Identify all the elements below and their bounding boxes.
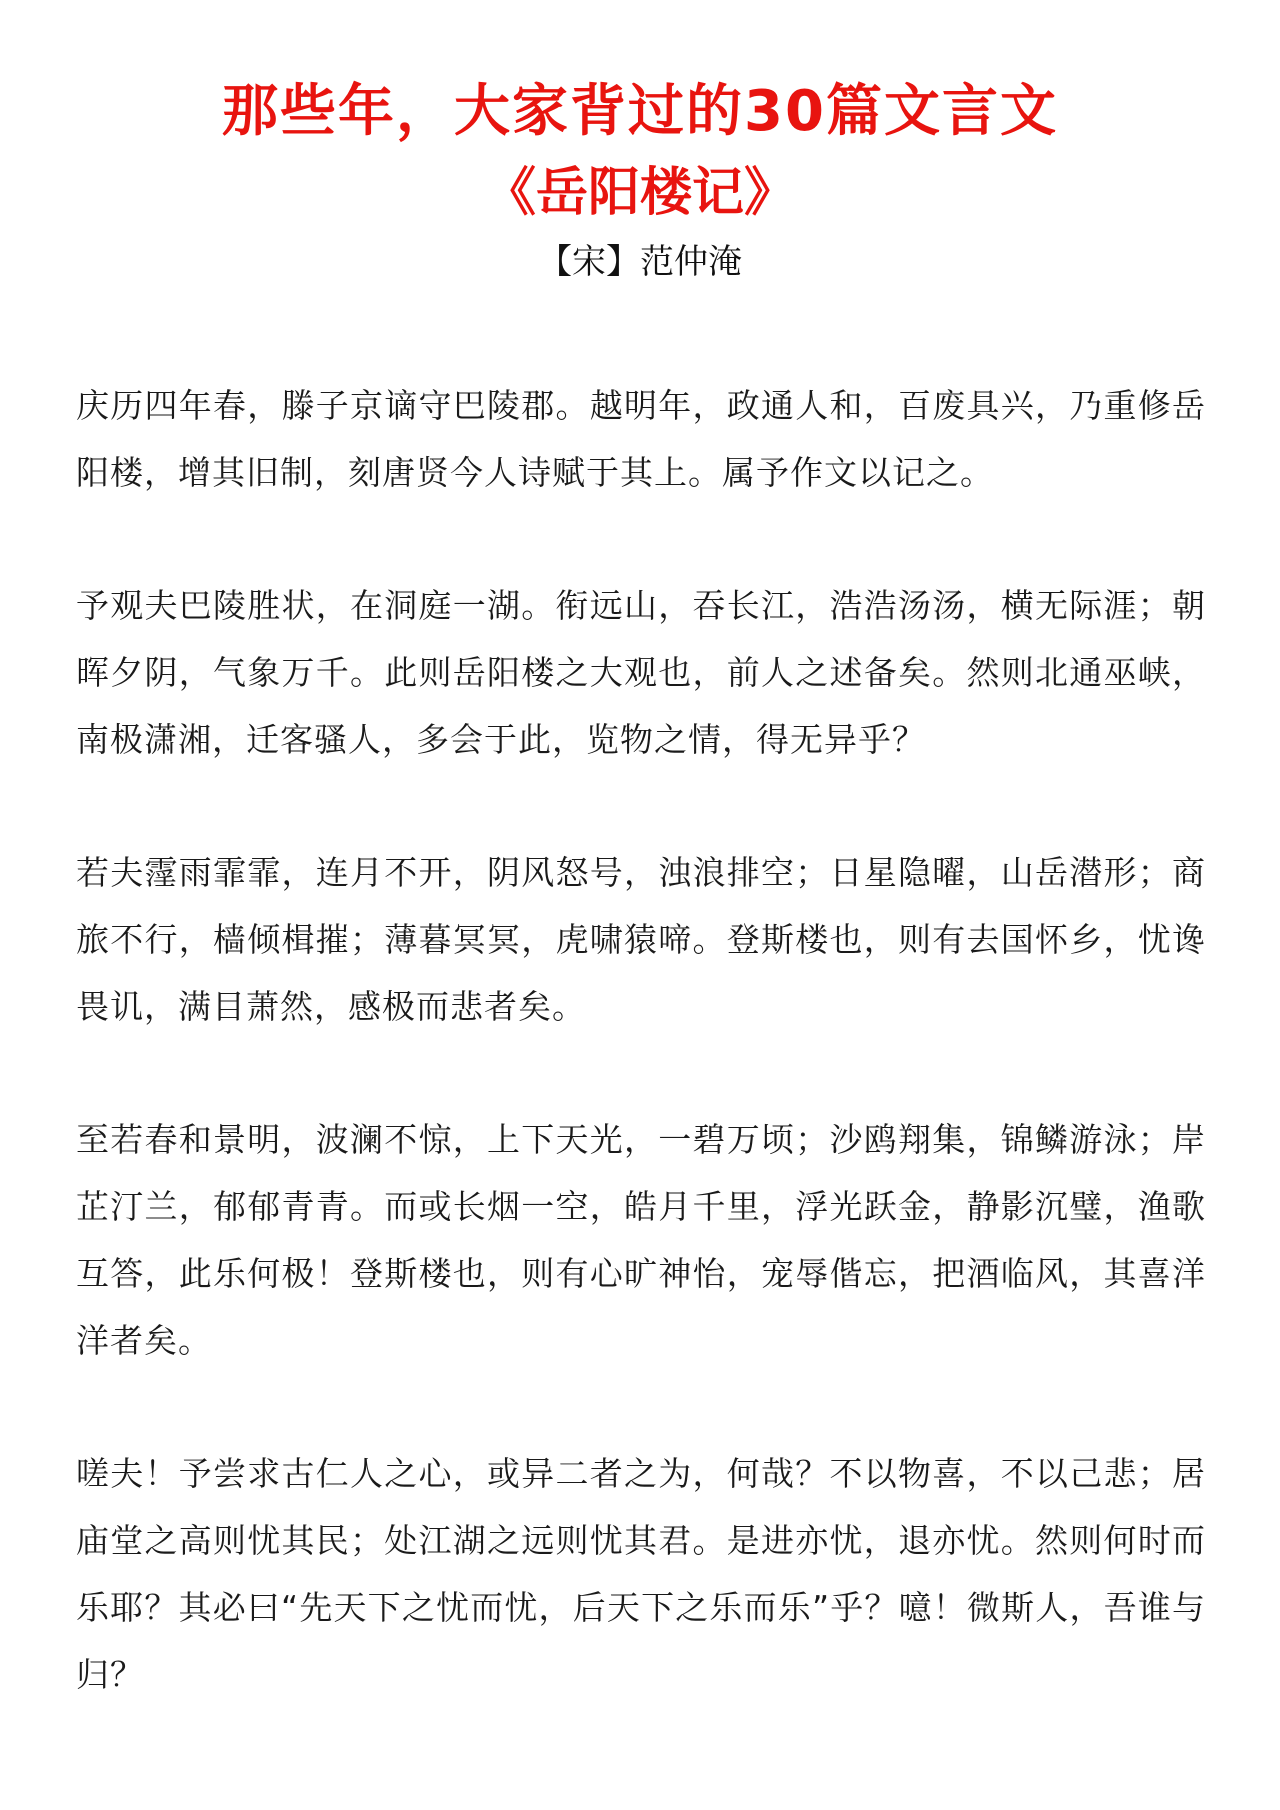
paragraph-3: 若夫霪雨霏霏，连月不开，阴风怒号，浊浪排空；日星隐曜，山岳潜形；商旅不行，樯倾楫摧；薄暮冥冥，虎啸猿啼。登斯楼也，则有去国怀乡，忧谗畏讥，满目萧然，感极而悲者矣。	[76, 853, 1206, 1026]
author-line: 【宋】范仲淹	[538, 242, 742, 282]
work-title: 《岳阳楼记》	[483, 163, 796, 223]
paragraph-1: 庆历四年春，滕子京谪守巴陵郡。越明年，政通人和，百废具兴，乃重修岳阳楼，增其旧制，刻唐贤今人诗赋于其上。属予作文以记之。	[76, 386, 1206, 492]
essay-body	[76, 372, 1206, 1774]
paragraph-4: 至若春和景明，波澜不惊，上下天光，一碧万顷；沙鸥翔集，锦鳞游泳；岸芷汀兰，郁郁青青。而或长烟一空，皓月千里，浮光跃金，静影沉璧，渔歌互答，此乐何极！登斯楼也，则有心旷神怡，宠辱偕忘，把酒临风，其喜洋洋者矣。	[76, 1120, 1206, 1360]
paragraph-2: 予观夫巴陵胜状，在洞庭一湖。衔远山，吞长江，浩浩汤汤，横无际涯；朝晖夕阴，气象万千。此则岳阳楼之大观也，前人之述备矣。然则北通巫峡，南极潇湘，迁客骚人，多会于此，览物之情，得无异乎？	[76, 586, 1206, 759]
paragraph-5: 嗟夫！予尝求古仁人之心，或异二者之为，何哉？不以物喜，不以己悲；居庙堂之高则忧其民；处江湖之远则忧其君。是进亦忧，退亦忧。然则何时而乐耶？其必曰“先天下之忧而忧，后天下之乐而乐”乎？噫！微斯人，吾谁与归？	[76, 1454, 1206, 1694]
series-title: 那些年，大家背过的30篇文言文	[222, 79, 1058, 144]
